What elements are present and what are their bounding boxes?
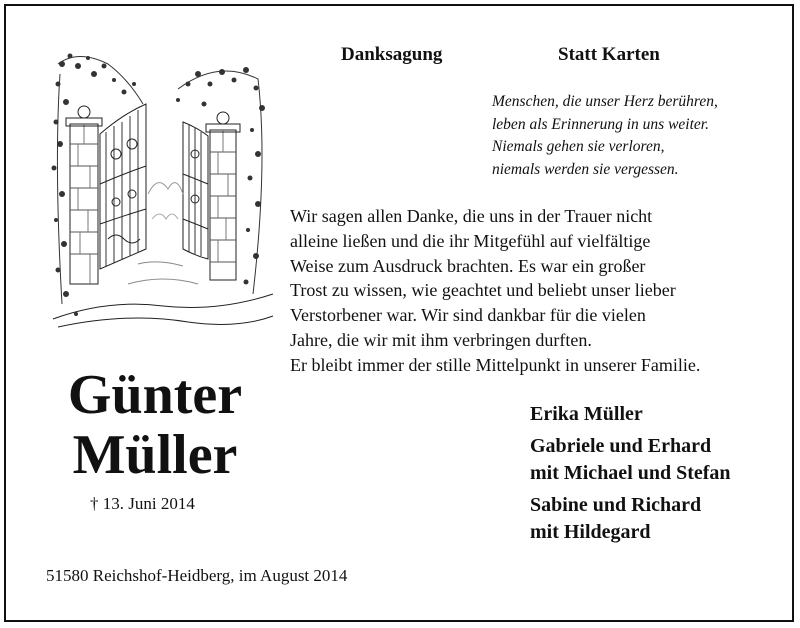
deceased-last-name: Müller	[72, 424, 238, 486]
body-line: Wir sagen allen Danke, die uns in der Trauer nicht	[290, 206, 653, 226]
family-line: Sabine und Richard	[530, 493, 702, 516]
family-line: mit Michael und Stefan	[530, 462, 731, 484]
poem-line: leben als Erinnerung in uns weiter.	[492, 115, 709, 133]
death-date: † 13. Juni 2014	[90, 494, 195, 513]
deceased-first-name: Günter	[67, 364, 243, 426]
family-signatures	[530, 401, 731, 547]
family-line: Erika Müller	[530, 403, 643, 425]
family-line: mit Hildegard	[530, 521, 651, 543]
body-line: Verstorbener war. Wir sind dankbar für die vielen	[290, 305, 646, 326]
garden-gate-icon	[48, 44, 278, 334]
thank-you-text	[290, 204, 700, 378]
poem-line: niemals werden sie vergessen.	[492, 160, 679, 178]
body-line: Weise zum Ausdruck brachten. Es war ein großer	[290, 255, 646, 276]
poem-line: Niemals gehen sie verloren,	[492, 138, 665, 155]
body-line: Trost zu wissen, wie geachtet und beliebt unser lieber	[290, 280, 676, 301]
body-line: alleine ließen und die ihr Mitgefühl auf vielfältige	[290, 230, 651, 251]
poem-line: Menschen, die unser Herz berühren,	[492, 93, 718, 110]
body-line: Jahre, die wir mit ihm verbringen durften.	[290, 329, 592, 350]
poem	[492, 91, 718, 181]
statt-karten-heading: Statt Karten	[558, 44, 660, 65]
body-line: Er bleibt immer der stille Mittelpunkt in unserer Familie.	[290, 354, 701, 375]
danksagung-heading: Danksagung	[341, 44, 443, 65]
place-and-date: 51580 Reichshof-Heidberg, im August 2014	[46, 566, 348, 585]
family-line: Gabriele und Erhard	[530, 434, 712, 457]
